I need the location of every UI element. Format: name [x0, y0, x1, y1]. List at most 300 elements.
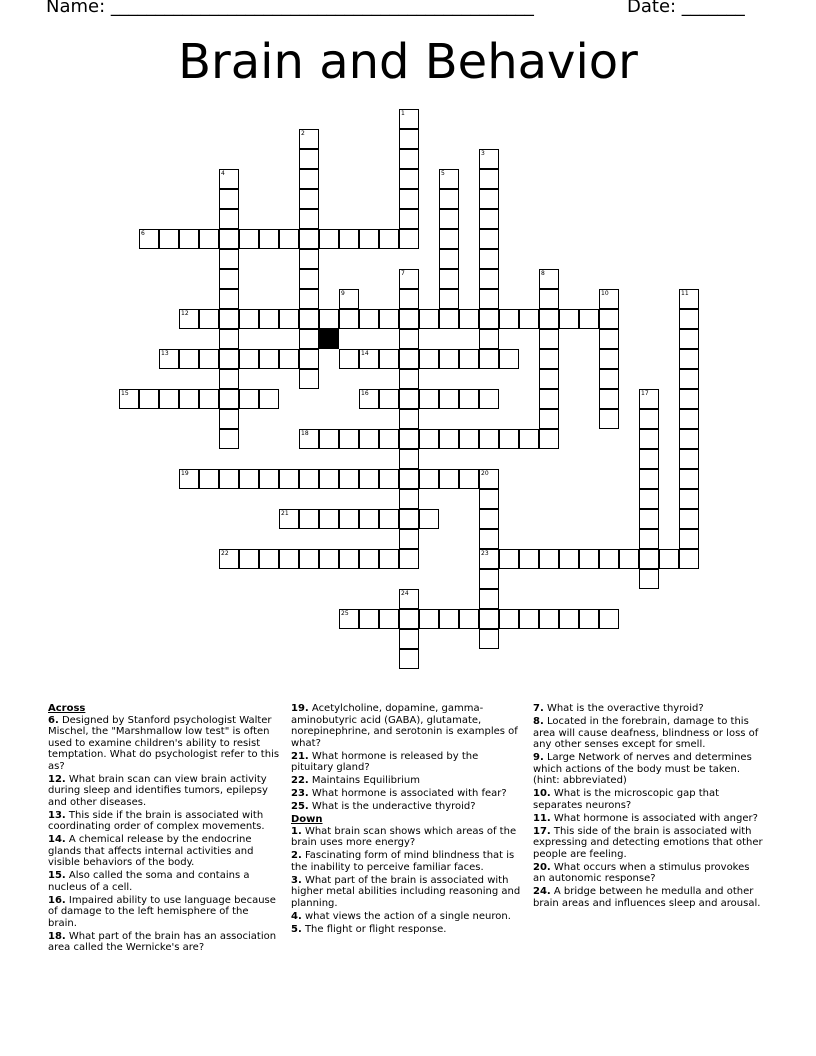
clue-item-number: 8.: [533, 716, 544, 727]
grid-cell[interactable]: [159, 389, 179, 409]
grid-cell[interactable]: [119, 389, 139, 409]
grid-cell[interactable]: [419, 349, 439, 369]
clue-item: [291, 924, 523, 936]
grid-cell[interactable]: [639, 429, 659, 449]
clue-item-text: A bridge between he medulla and other brain areas and influences sleep and arousal.: [533, 886, 761, 909]
grid-cell[interactable]: [299, 429, 319, 449]
grid-cell[interactable]: [299, 269, 319, 289]
grid-cell[interactable]: [439, 229, 459, 249]
grid-cell[interactable]: [299, 249, 319, 269]
grid-cell[interactable]: [399, 289, 419, 309]
date-field[interactable]: Date: _______: [627, 0, 745, 17]
grid-cell[interactable]: [319, 469, 339, 489]
grid-cell[interactable]: [299, 289, 319, 309]
grid-cell[interactable]: [679, 489, 699, 509]
clue-item-text: What hormone is released by the pituitary gland?: [291, 750, 479, 773]
grid-cell[interactable]: [439, 169, 459, 189]
grid-cell[interactable]: [219, 409, 239, 429]
grid-cell[interactable]: [179, 349, 199, 369]
grid-cell[interactable]: [239, 349, 259, 369]
grid-cell[interactable]: [599, 549, 619, 569]
grid-cell[interactable]: [219, 469, 239, 489]
grid-cell[interactable]: [219, 229, 239, 249]
clue-item: [291, 826, 523, 849]
grid-cell[interactable]: [339, 609, 359, 629]
grid-cell[interactable]: [339, 469, 359, 489]
grid-cell[interactable]: [379, 509, 399, 529]
grid-cell[interactable]: [199, 229, 219, 249]
grid-cell[interactable]: [679, 509, 699, 529]
grid-cell[interactable]: [199, 309, 219, 329]
grid-cell[interactable]: [479, 509, 499, 529]
grid-cell[interactable]: [439, 189, 459, 209]
grid-cell[interactable]: [479, 389, 499, 409]
grid-cell[interactable]: [299, 189, 319, 209]
grid-cell[interactable]: [299, 369, 319, 389]
grid-cell[interactable]: [539, 429, 559, 449]
clue-item-number: 17.: [533, 825, 551, 837]
grid-cell[interactable]: [219, 389, 239, 409]
grid-cell[interactable]: [399, 529, 419, 549]
clue-item-text: Large Network of nerves and determines which actions of the body must be taken. (hint: abbreviated): [533, 752, 752, 786]
clue-number: 5: [441, 170, 445, 177]
grid-cell[interactable]: [219, 269, 239, 289]
grid-cell[interactable]: [479, 629, 499, 649]
grid-cell[interactable]: [319, 229, 339, 249]
grid-cell[interactable]: [219, 309, 239, 329]
grid-cell[interactable]: [239, 469, 259, 489]
grid-cell[interactable]: [319, 309, 339, 329]
clue-item-number: 6.: [48, 714, 59, 726]
grid-cell[interactable]: [499, 429, 519, 449]
grid-cell[interactable]: [279, 509, 299, 529]
grid-cell[interactable]: [599, 369, 619, 389]
grid-cell[interactable]: [399, 129, 419, 149]
grid-cell[interactable]: [419, 389, 439, 409]
grid-cell[interactable]: [679, 329, 699, 349]
grid-cell[interactable]: [259, 549, 279, 569]
clue-item-text: what views the action of a single neuron.: [301, 910, 511, 922]
grid-cell[interactable]: [359, 509, 379, 529]
grid-cell[interactable]: [619, 549, 639, 569]
grid-cell[interactable]: [359, 309, 379, 329]
grid-cell[interactable]: [679, 449, 699, 469]
grid-cell[interactable]: [599, 289, 619, 309]
grid-cell[interactable]: [459, 309, 479, 329]
page-title: Brain and Behavior: [178, 34, 638, 90]
grid-cell[interactable]: [499, 609, 519, 629]
grid-cell[interactable]: [339, 509, 359, 529]
grid-cell[interactable]: [159, 229, 179, 249]
grid-cell[interactable]: [199, 469, 219, 489]
grid-cell[interactable]: [639, 569, 659, 589]
clue-item-number: 14.: [48, 834, 66, 845]
clue-number: 14: [361, 350, 369, 357]
grid-cell[interactable]: [359, 469, 379, 489]
grid-cell[interactable]: [219, 369, 239, 389]
grid-cell[interactable]: [479, 429, 499, 449]
grid-cell[interactable]: [539, 549, 559, 569]
grid-cell[interactable]: [539, 389, 559, 409]
grid-cell[interactable]: [679, 349, 699, 369]
grid-cell[interactable]: [539, 289, 559, 309]
grid-cell[interactable]: [599, 349, 619, 369]
clue-item: [48, 810, 280, 833]
clue-item-text: What part of the brain is associated with higher metal abilities including reasoning and planning.: [291, 874, 521, 909]
clue-number: 6: [141, 230, 145, 237]
grid-cell[interactable]: [479, 309, 499, 329]
clue-number: 8: [541, 270, 545, 277]
grid-cell[interactable]: [279, 229, 299, 249]
grid-cell[interactable]: [459, 609, 479, 629]
grid-cell[interactable]: [359, 349, 379, 369]
grid-cell[interactable]: [339, 349, 359, 369]
grid-cell[interactable]: [399, 209, 419, 229]
grid-cell[interactable]: [399, 149, 419, 169]
grid-cell[interactable]: [339, 289, 359, 309]
grid-cell[interactable]: [439, 469, 459, 489]
clue-item-number: 20.: [533, 861, 551, 873]
grid-cell[interactable]: [519, 549, 539, 569]
grid-cell[interactable]: [479, 289, 499, 309]
grid-cell[interactable]: [299, 229, 319, 249]
grid-cell[interactable]: [639, 529, 659, 549]
clue-number: 18: [301, 430, 309, 437]
grid-cell[interactable]: [219, 169, 239, 189]
grid-cell[interactable]: [259, 389, 279, 409]
grid-cell[interactable]: [219, 329, 239, 349]
clue-item-text: What brain scan can view brain activity during sleep and identifies tumors, epilepsy and other diseases.: [48, 773, 268, 808]
clue-item: [291, 703, 523, 749]
grid-cell[interactable]: [259, 229, 279, 249]
clue-item-text: This side if the brain is associated with coordinating order of complex movements.: [48, 809, 265, 832]
clues-column-1: [48, 703, 280, 955]
grid-cell[interactable]: [279, 469, 299, 489]
grid-cell[interactable]: [419, 429, 439, 449]
grid-cell[interactable]: [299, 309, 319, 329]
grid-cell[interactable]: [399, 269, 419, 289]
grid-cell[interactable]: [399, 389, 419, 409]
grid-cell[interactable]: [439, 289, 459, 309]
grid-cell[interactable]: [379, 549, 399, 569]
grid-cell[interactable]: [399, 169, 419, 189]
grid-cell[interactable]: [219, 349, 239, 369]
grid-cell[interactable]: [319, 549, 339, 569]
grid-cell[interactable]: [239, 549, 259, 569]
grid-cell[interactable]: [499, 349, 519, 369]
grid-cell[interactable]: [539, 309, 559, 329]
clue-item-text: What occurs when a stimulus provokes an autonomic response?: [533, 861, 750, 884]
grid-cell[interactable]: [239, 309, 259, 329]
grid-cell[interactable]: [359, 609, 379, 629]
grid-cell[interactable]: [679, 529, 699, 549]
grid-cell[interactable]: [479, 609, 499, 629]
grid-cell[interactable]: [319, 429, 339, 449]
grid-cell[interactable]: [439, 209, 459, 229]
grid-cell[interactable]: [219, 209, 239, 229]
grid-cell[interactable]: [479, 569, 499, 589]
grid-cell[interactable]: [299, 169, 319, 189]
grid-cell[interactable]: [599, 329, 619, 349]
grid-cell[interactable]: [399, 189, 419, 209]
grid-cell[interactable]: [399, 649, 419, 669]
grid-cell[interactable]: [479, 549, 499, 569]
grid-cell[interactable]: [399, 349, 419, 369]
grid-cell[interactable]: [359, 229, 379, 249]
grid-cell[interactable]: [379, 389, 399, 409]
grid-cell[interactable]: [179, 389, 199, 409]
grid-cell[interactable]: [219, 289, 239, 309]
clue-item: [48, 774, 280, 809]
grid-cell[interactable]: [339, 229, 359, 249]
grid-cell[interactable]: [599, 409, 619, 429]
grid-cell[interactable]: [679, 309, 699, 329]
grid-cell[interactable]: [539, 349, 559, 369]
grid-cell[interactable]: [679, 409, 699, 429]
clue-item: [533, 862, 765, 885]
grid-cell[interactable]: [459, 349, 479, 369]
grid-cell[interactable]: [399, 329, 419, 349]
clue-item: [291, 751, 523, 774]
grid-cell[interactable]: [439, 429, 459, 449]
clue-item-text: What hormone is associated with anger?: [550, 812, 758, 824]
grid-cell[interactable]: [479, 229, 499, 249]
grid-cell[interactable]: [179, 309, 199, 329]
grid-cell[interactable]: [399, 449, 419, 469]
grid-cell[interactable]: [639, 509, 659, 529]
grid-cell[interactable]: [479, 589, 499, 609]
grid-cell[interactable]: [379, 429, 399, 449]
grid-cell[interactable]: [279, 549, 299, 569]
clue-item-number: 1.: [291, 825, 302, 837]
grid-cell[interactable]: [139, 229, 159, 249]
grid-cell[interactable]: [439, 349, 459, 369]
grid-cell[interactable]: [279, 309, 299, 329]
grid-cell[interactable]: [299, 149, 319, 169]
grid-cell[interactable]: [199, 389, 219, 409]
clue-number: 21: [281, 510, 289, 517]
grid-cell[interactable]: [479, 149, 499, 169]
grid-cell[interactable]: [639, 449, 659, 469]
grid-cell[interactable]: [439, 309, 459, 329]
grid-cell[interactable]: [399, 549, 419, 569]
grid-cell[interactable]: [639, 389, 659, 409]
clue-item-number: 23.: [291, 788, 309, 799]
clue-number: 4: [221, 170, 225, 177]
grid-cell[interactable]: [299, 129, 319, 149]
grid-cell[interactable]: [639, 409, 659, 429]
clue-item: [533, 788, 765, 811]
grid-cell[interactable]: [399, 309, 419, 329]
grid-cell[interactable]: [399, 609, 419, 629]
grid-cell[interactable]: [479, 529, 499, 549]
clue-number: 16: [361, 390, 369, 397]
grid-cell[interactable]: [219, 549, 239, 569]
grid-cell[interactable]: [639, 489, 659, 509]
grid-cell[interactable]: [499, 549, 519, 569]
grid-cell[interactable]: [399, 509, 419, 529]
clue-number: 15: [121, 390, 129, 397]
grid-cell[interactable]: [179, 229, 199, 249]
grid-cell[interactable]: [679, 549, 699, 569]
grid-cell[interactable]: [239, 229, 259, 249]
grid-cell[interactable]: [399, 369, 419, 389]
grid-cell[interactable]: [559, 609, 579, 629]
grid-cell[interactable]: [479, 189, 499, 209]
grid-cell[interactable]: [479, 269, 499, 289]
grid-cell[interactable]: [259, 309, 279, 329]
clue-item-number: 5.: [291, 923, 302, 935]
grid-cell[interactable]: [259, 469, 279, 489]
clue-item-number: 25.: [291, 801, 309, 812]
clue-item-number: 22.: [291, 775, 309, 786]
grid-cell[interactable]: [439, 389, 459, 409]
grid-cell[interactable]: [679, 469, 699, 489]
grid-cell[interactable]: [139, 389, 159, 409]
grid-cell[interactable]: [399, 429, 419, 449]
grid-cell[interactable]: [439, 269, 459, 289]
clue-item: [291, 801, 523, 813]
clue-item-number: 15.: [48, 870, 66, 881]
grid-cell[interactable]: [399, 409, 419, 429]
grid-cell[interactable]: [539, 269, 559, 289]
clue-item-number: 16.: [48, 894, 66, 906]
grid-cell[interactable]: [399, 109, 419, 129]
grid-cell[interactable]: [419, 609, 439, 629]
grid-cell[interactable]: [359, 389, 379, 409]
grid-cell[interactable]: [399, 469, 419, 489]
grid-cell[interactable]: [519, 609, 539, 629]
grid-cell[interactable]: [279, 349, 299, 369]
grid-cell[interactable]: [339, 549, 359, 569]
grid-cell[interactable]: [479, 469, 499, 489]
down-clue-list: [291, 826, 523, 936]
clue-item-text: A chemical release by the endocrine glands that affects internal activities and visible behaviors of the body.: [48, 834, 254, 868]
grid-cell[interactable]: [379, 609, 399, 629]
grid-cell[interactable]: [419, 509, 439, 529]
clue-item-number: 24.: [533, 886, 551, 897]
clue-item-number: 13.: [48, 809, 66, 821]
clue-item: [48, 715, 280, 773]
grid-cell[interactable]: [459, 429, 479, 449]
grid-cell[interactable]: [479, 209, 499, 229]
grid-cell[interactable]: [639, 469, 659, 489]
clue-item: [291, 788, 523, 800]
clue-item: [48, 931, 280, 954]
clue-item: [291, 911, 523, 923]
grid-cell[interactable]: [339, 309, 359, 329]
grid-cell[interactable]: [219, 249, 239, 269]
grid-cell[interactable]: [559, 309, 579, 329]
grid-cell[interactable]: [659, 549, 679, 569]
grid-cell[interactable]: [379, 229, 399, 249]
grid-cell[interactable]: [299, 209, 319, 229]
grid-cell[interactable]: [259, 349, 279, 369]
grid-cell[interactable]: [399, 629, 419, 649]
clue-number: 7: [401, 270, 405, 277]
grid-cell[interactable]: [679, 389, 699, 409]
grid-cell[interactable]: [499, 309, 519, 329]
grid-cell[interactable]: [539, 369, 559, 389]
grid-cell[interactable]: [299, 549, 319, 569]
grid-cell[interactable]: [559, 549, 579, 569]
grid-cell[interactable]: [579, 609, 599, 629]
grid-cell[interactable]: [479, 249, 499, 269]
grid-cell[interactable]: [579, 549, 599, 569]
grid-cell[interactable]: [479, 329, 499, 349]
clue-number: 1: [401, 110, 405, 117]
grid-cell[interactable]: [479, 489, 499, 509]
grid-cell[interactable]: [539, 609, 559, 629]
clues-column-3: [533, 703, 765, 911]
across-clue-list-continued: [291, 703, 523, 813]
grid-cell[interactable]: [319, 509, 339, 529]
grid-cell[interactable]: [599, 609, 619, 629]
grid-cell[interactable]: [459, 469, 479, 489]
grid-cell[interactable]: [399, 589, 419, 609]
grid-cell[interactable]: [339, 429, 359, 449]
grid-cell[interactable]: [159, 349, 179, 369]
grid-cell[interactable]: [399, 489, 419, 509]
grid-cell[interactable]: [219, 429, 239, 449]
grid-cell[interactable]: [239, 389, 259, 409]
grid-cell[interactable]: [299, 509, 319, 529]
grid-cell[interactable]: [299, 329, 319, 349]
grid-cell[interactable]: [479, 169, 499, 189]
clue-item-number: 21.: [291, 750, 309, 762]
clue-item-text: What is the overactive thyroid?: [543, 703, 704, 714]
down-heading: Down: [291, 814, 323, 825]
grid-cell[interactable]: [379, 469, 399, 489]
grid-cell[interactable]: [519, 429, 539, 449]
grid-cell[interactable]: [399, 229, 419, 249]
clue-item-number: 9.: [533, 752, 544, 763]
grid-cell[interactable]: [379, 349, 399, 369]
grid-cell[interactable]: [379, 309, 399, 329]
grid-cell[interactable]: [179, 469, 199, 489]
clue-item-text: What is the underactive thyroid?: [308, 801, 476, 812]
grid-cell[interactable]: [359, 429, 379, 449]
grid-cell[interactable]: [419, 309, 439, 329]
grid-cell[interactable]: [299, 469, 319, 489]
clue-item-text: This side of the brain is associated with expressing and detecting emotions that other people are feeling.: [533, 825, 763, 860]
grid-cell[interactable]: [299, 349, 319, 369]
grid-cell[interactable]: [519, 309, 539, 329]
grid-cell[interactable]: [539, 329, 559, 349]
grid-cell[interactable]: [679, 429, 699, 449]
grid-cell[interactable]: [539, 409, 559, 429]
grid-cell[interactable]: [639, 549, 659, 569]
grid-cell[interactable]: [439, 609, 459, 629]
clue-number: 13: [161, 350, 169, 357]
clue-item: [48, 870, 280, 893]
grid-cell[interactable]: [359, 549, 379, 569]
clue-item: [291, 775, 523, 787]
grid-cell[interactable]: [459, 389, 479, 409]
grid-cell[interactable]: [199, 349, 219, 369]
grid-cell[interactable]: [419, 469, 439, 489]
grid-cell[interactable]: [679, 369, 699, 389]
grid-cell[interactable]: [219, 189, 239, 209]
name-field[interactable]: Name: _______________________________________________: [46, 0, 534, 17]
grid-cell[interactable]: [579, 309, 599, 329]
grid-cell[interactable]: [439, 249, 459, 269]
grid-cell[interactable]: [479, 349, 499, 369]
grid-cell[interactable]: [599, 389, 619, 409]
clue-item-number: 18.: [48, 930, 66, 942]
grid-cell[interactable]: [679, 289, 699, 309]
grid-cell[interactable]: [599, 309, 619, 329]
